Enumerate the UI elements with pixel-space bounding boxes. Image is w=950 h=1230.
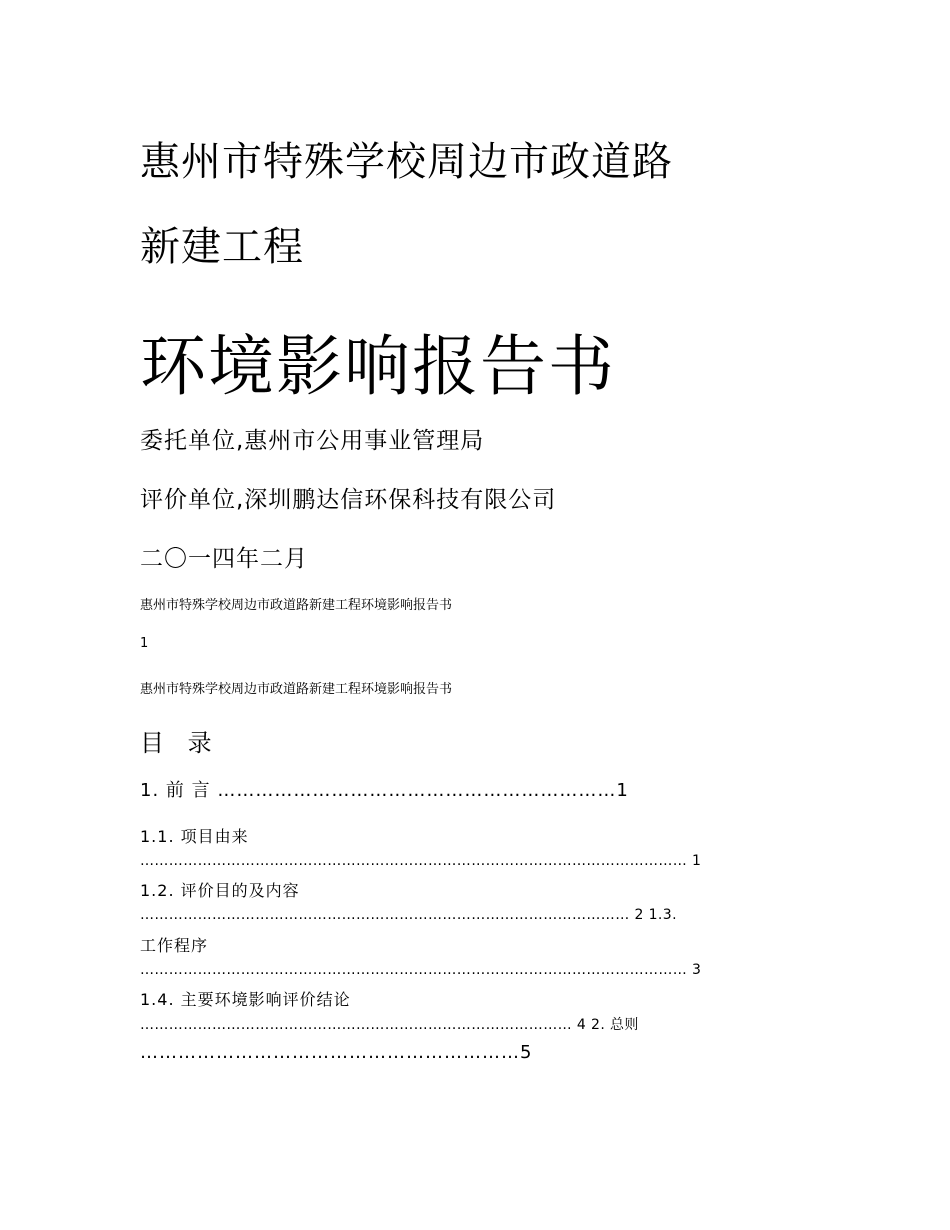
toc-page-header: 惠州市特殊学校周边市政道路新建工程环境影响报告书: [140, 682, 453, 697]
toc-entry-work-procedure[interactable]: 工作程序: [140, 936, 209, 955]
project-title-line-1: 惠州市特殊学校周边市政道路: [140, 139, 673, 185]
toc-entry-preface[interactable]: 1. 前 言 ………………………………………………………1: [140, 780, 629, 801]
toc-dots-line: …………………………………………………………………………………………………… 1: [140, 853, 702, 869]
toc-dots-line: ………………………………………………………………………………………… 2 1.3.: [140, 907, 677, 923]
date-line: 二〇一四年二月: [140, 546, 308, 572]
toc-dots-line: …………………………………………………………………………………………………… 3: [140, 962, 702, 978]
evaluator-line: 评价单位,深圳鹏达信环保科技有限公司: [140, 487, 557, 513]
cover-footer-title: 惠州市特殊学校周边市政道路新建工程环境影响报告书: [140, 598, 453, 613]
report-title: 环境影响报告书: [140, 328, 616, 405]
toc-entry-project-origin[interactable]: 1.1. 项目由来: [140, 827, 249, 846]
toc-heading: 目 录: [140, 729, 220, 757]
page-number: 1: [140, 636, 149, 651]
toc-entry-evaluation-purpose[interactable]: 1.2. 评价目的及内容: [140, 881, 300, 900]
project-title-line-2: 新建工程: [140, 224, 304, 270]
toc-entry-main-conclusions[interactable]: 1.4. 主要环境影响评价结论: [140, 990, 351, 1009]
client-line: 委托单位,惠州市公用事业管理局: [140, 428, 485, 454]
toc-entry-general-principles[interactable]: ……………………………………………………5: [140, 1042, 533, 1063]
toc-dots-line: ……………………………………………………………………………… 4 2. 总则: [140, 1017, 639, 1033]
